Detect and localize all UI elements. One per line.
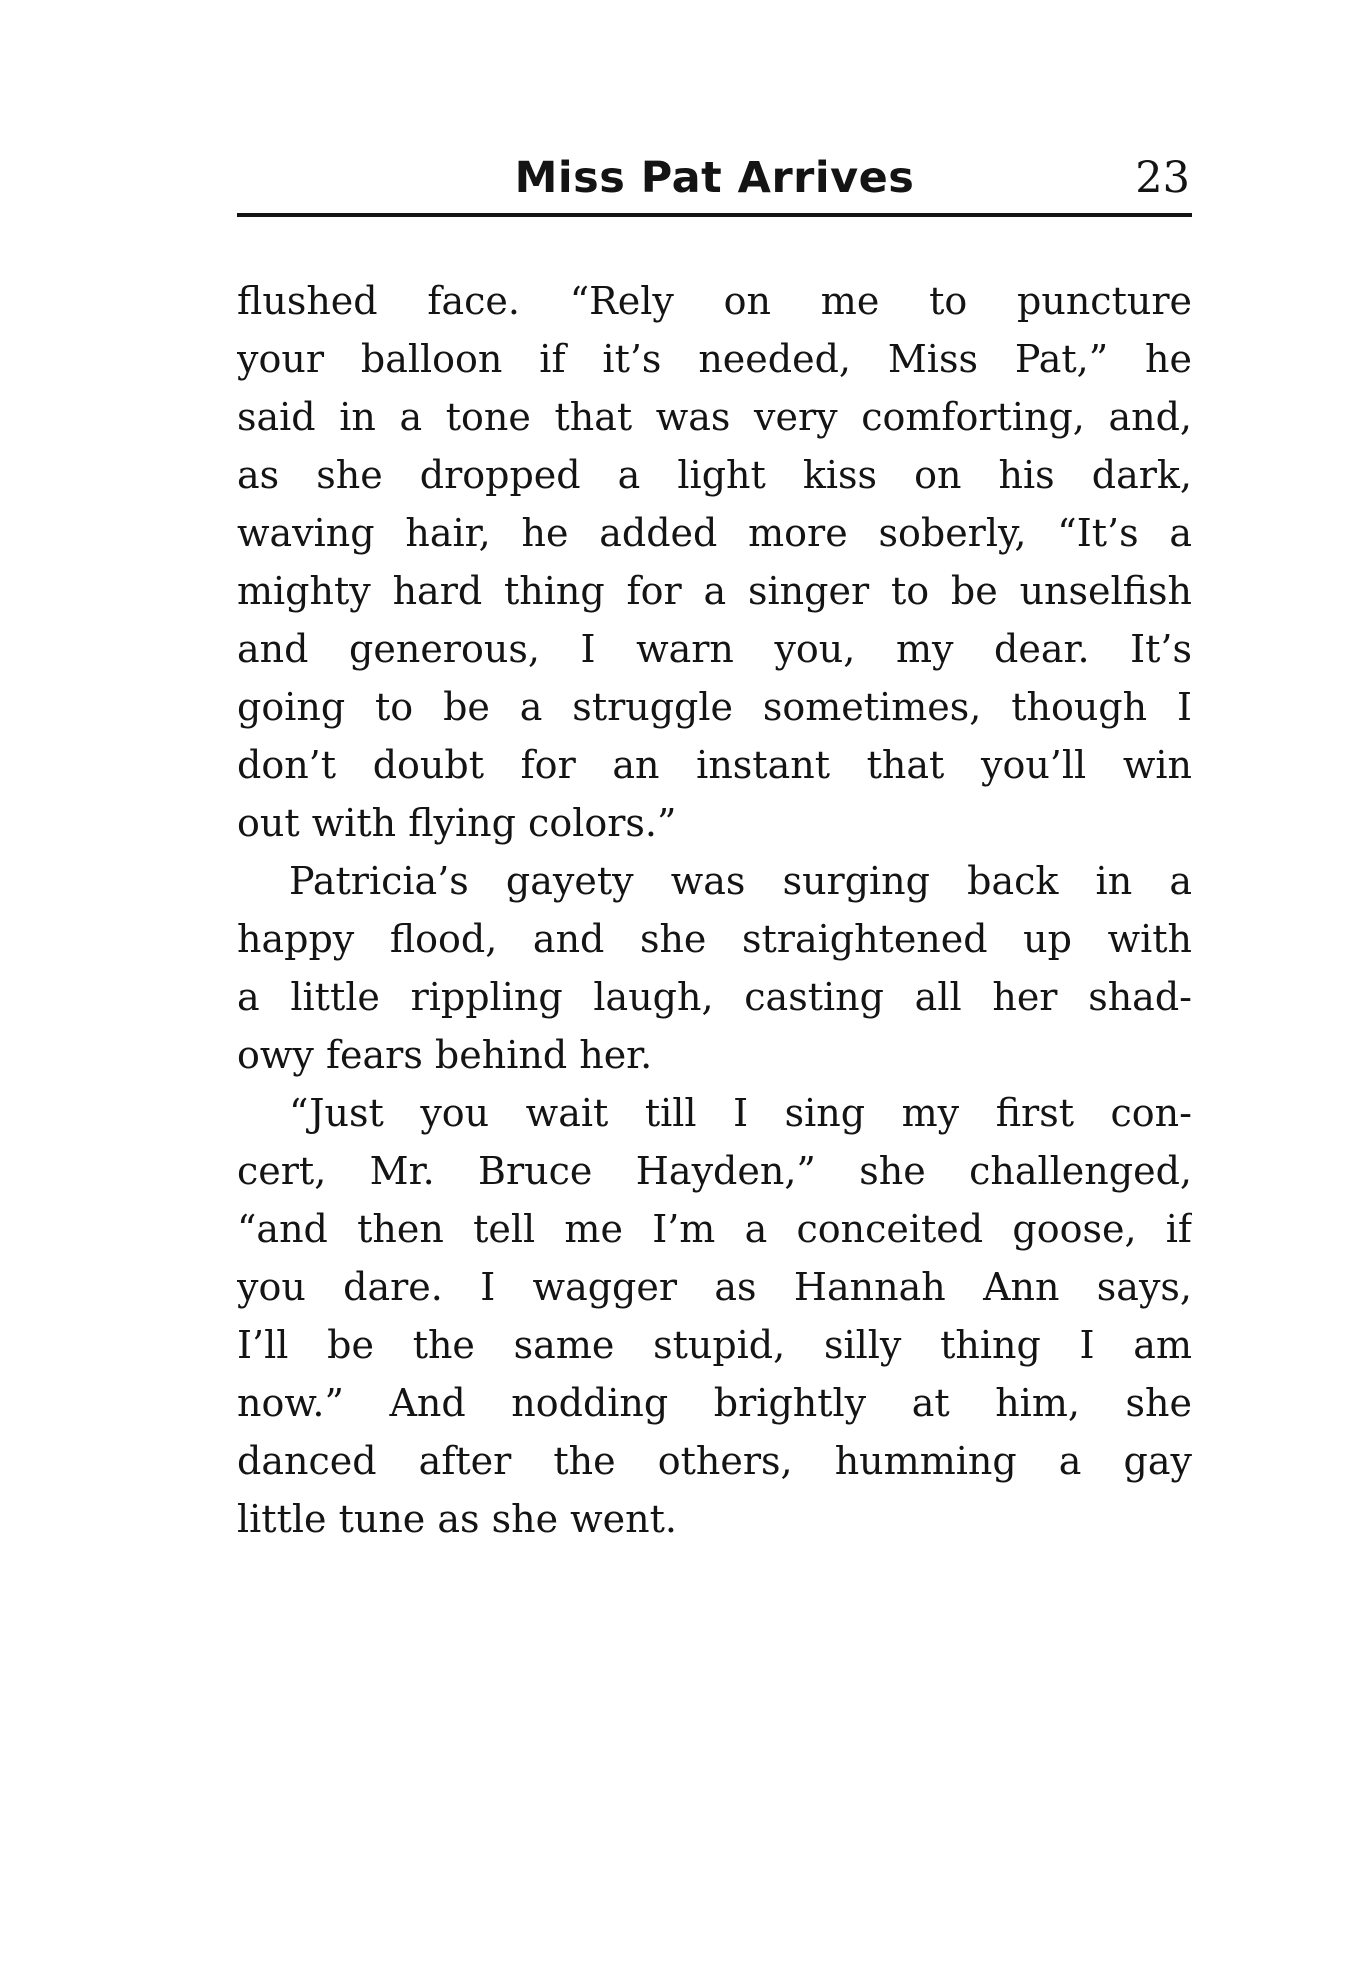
- body-text: [237, 272, 1192, 1548]
- text-line: cert, Mr. Bruce Hayden,” she challenged,: [237, 1149, 1192, 1193]
- text-line: waving hair, he added more soberly, “It’s a: [237, 511, 1192, 555]
- text-line: little tune as she went.: [237, 1497, 677, 1541]
- text-line: owy fears behind her.: [237, 1033, 653, 1077]
- text-line: flushed face. “Rely on me to puncture: [237, 279, 1192, 323]
- text-line: your balloon if it’s needed, Miss Pat,” he: [237, 337, 1192, 381]
- text-line: said in a tone that was very comforting, and,: [237, 395, 1192, 439]
- text-line: I’ll be the same stupid, silly thing I am: [237, 1323, 1192, 1367]
- text-line: “and then tell me I’m a conceited goose, if: [237, 1207, 1192, 1251]
- text-line: “Just you wait till I sing my first con-: [289, 1091, 1192, 1135]
- text-line: going to be a struggle sometimes, though I: [237, 685, 1192, 729]
- text-line: as she dropped a light kiss on his dark,: [237, 453, 1192, 497]
- text-line: out with flying colors.”: [237, 801, 677, 845]
- text-line: now.” And nodding brightly at him, she: [237, 1381, 1192, 1425]
- text-line: happy flood, and she straightened up with: [237, 917, 1192, 961]
- text-line: and generous, I warn you, my dear. It’s: [237, 627, 1192, 671]
- text-line: Patricia’s gayety was surging back in a: [289, 859, 1192, 903]
- text-line: don’t doubt for an instant that you’ll win: [237, 743, 1192, 787]
- text-line: danced after the others, humming a gay: [237, 1439, 1192, 1483]
- text-line: you dare. I wagger as Hannah Ann says,: [237, 1265, 1192, 1309]
- chapter-title: Miss Pat Arrives: [514, 153, 915, 203]
- page-number: 23: [1135, 153, 1190, 203]
- text-line: mighty hard thing for a singer to be unselfish: [237, 569, 1192, 613]
- text-line: a little rippling laugh, casting all her shad-: [237, 975, 1192, 1019]
- running-head: [237, 150, 1192, 210]
- header-rule: [237, 213, 1192, 217]
